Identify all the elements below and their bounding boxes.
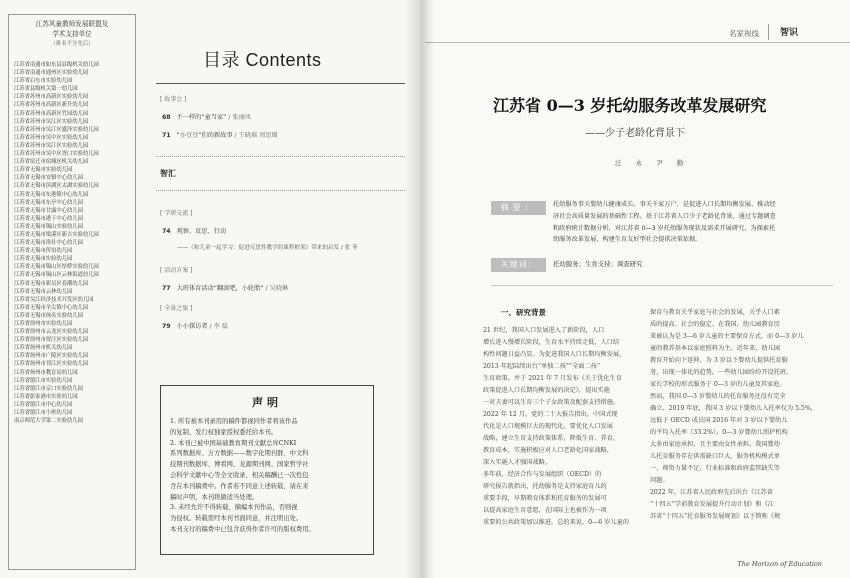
sponsor-list-item: 江苏省镇江市中心幼儿园 (14, 401, 73, 408)
body-column-right (650, 307, 835, 523)
toc-entry-title: 小小探访者 (176, 323, 208, 330)
body-text-line: 增长进入慢增长阶段，生育水平持续走低，人口结 (483, 339, 620, 346)
body-text-line: 大多由家庭承担，且主要由女性承担。我国婴幼 (650, 441, 780, 448)
body-text-line: 深入实施人才强国战略。 (483, 459, 552, 466)
toc-entry[interactable] (162, 112, 251, 121)
sponsor-list-item: 江苏省无锡市锡山实验幼儿园 (14, 223, 83, 230)
sponsor-list-item: 江苏省无锡市东港镇中心幼儿园 (14, 191, 89, 198)
body-text-line: 教育成本，实施积极应对人口老龄化国家战略， (483, 447, 613, 454)
statement-line: 含在本刊稿费中。作者若不同意上述转载，请在来 (170, 482, 309, 490)
toc-entry-author: / 张丽凤 (228, 114, 251, 121)
toc-entry-author: / 王晓瑶 周思媛 (234, 132, 278, 139)
sponsor-list-item: 江苏省苏州市吴中区实验幼儿园 (14, 134, 89, 141)
column-name: 名家视线 (729, 29, 759, 38)
toc-section-label: [ 活动方案 ] (160, 267, 193, 274)
body-text-line: 以提高家庭生育意愿，在国际上也被作为一项 (483, 507, 607, 514)
body-text-line: 问题。 (650, 477, 669, 484)
toc-entry-page: 77 (162, 285, 171, 292)
body-text-line: 2022 年，江苏省人民政府先后出台《江苏省 (650, 489, 773, 496)
abstract-text (553, 199, 833, 246)
section-heading: 一、研究背景 (501, 308, 546, 317)
page-header (425, 0, 850, 48)
article-subtitle: ——少子老龄化背景下 (585, 128, 685, 139)
body-text-line: 童的教养基本以家庭照料为主。近年来，幼儿园 (650, 345, 780, 352)
sponsor-list-item: 江苏省宿迁市宿城区机关幼儿园 (14, 159, 89, 166)
body-text-line: 战略，建立生育支持政策体系，降低生育、养育、 (483, 435, 620, 442)
statement-line: 技期刊数据库、博看网、龙源期刊网、国家哲学社 (170, 461, 309, 469)
sponsor-list-item: 江苏省南通市如东县县级机关幼儿园 (14, 62, 99, 68)
sponsor-list-item: 江苏省扬州市邗江区实验幼儿园 (14, 361, 89, 368)
statement-line: 本刊支付的稿费中已包含获得作者许可的版权费用。 (170, 525, 315, 533)
body-text-line: 研究报告就指出，托幼服务是支持家庭育儿的 (483, 483, 607, 490)
right-page (425, 0, 850, 578)
header-separator (768, 24, 769, 40)
sponsor-list-item: 江苏省启东市实验幼儿园 (14, 78, 73, 85)
body-text-line: 代化是人口规模巨大的现代化。要优化人口发展 (483, 423, 613, 430)
toc-title: 目录 Contents (203, 50, 322, 70)
sponsor-list-item: 江苏省无锡市实验幼儿园 (14, 256, 73, 263)
sponsor-list-item: 江苏省镇江市小班幼儿园 (14, 410, 73, 417)
sidebar-header-line-2: 学术支持单位 (52, 30, 92, 38)
statement-line: 系列数据库、万方数据——数字化期刊群、中文科 (170, 450, 309, 458)
sponsor-list-item: 江苏省张家港市实验幼儿园 (14, 393, 78, 400)
sponsor-list-item: 江苏省无锡市羊尖镇中心幼儿园 (14, 304, 89, 311)
keywords-label: 关键词： (491, 258, 546, 272)
abstract-label: 摘要： (491, 201, 546, 215)
sponsor-list-item: 江苏省苏州市吴江区盛泽实验幼儿园 (14, 126, 99, 133)
sponsor-list-item: 江苏省吴江经济技术开发区幼儿园 (14, 296, 94, 303)
sponsor-list-item: 江苏省无锡市侨谊幼儿园 (14, 248, 73, 255)
statement-text (170, 417, 364, 536)
body-text-line: 务，出现一体化的趋势，一些幼儿园纷纷开设托班。 (650, 369, 793, 376)
toc-entry-title: 不一样的“童当家” (176, 114, 227, 121)
toc-section-label: [ 故事会 ] (160, 96, 187, 103)
sponsor-list-item: 江苏省无锡市洛社中心幼儿园 (14, 240, 83, 247)
toc-section-heading: 智汇 (160, 169, 176, 178)
article-authors: 汪 永 尹 勤 (615, 159, 690, 167)
body-column-left (483, 325, 643, 529)
sponsor-list-item: 江苏省徐州市贾汪区实验幼儿园 (14, 337, 89, 344)
sidebar-header (14, 19, 130, 49)
sponsor-list-item: 江苏省无锡市扬名实验幼儿园 (14, 312, 83, 319)
toc-entry-title: “小豆豆”们的新故事 (176, 132, 233, 139)
statement-line: 为侵权。转载需经本刊书面同意，并注明出处。 (170, 515, 303, 523)
sponsor-list-item: 江苏省扬州市教育局幼儿园 (14, 369, 78, 376)
toc-divider (156, 83, 405, 84)
body-text-line: 的平均入托率（33.2%）。0—3 岁婴幼儿照护机构 (650, 429, 788, 436)
statement-line: 会科学文献中心等全文收录，相关稿酬已一次性包 (170, 471, 309, 479)
statement-line: 的复制、发行权独家授权委托给本刊。 (170, 428, 278, 436)
statement-line: 3. 未经允许不得转载、摘编本刊作品，否则视 (170, 504, 298, 512)
statement-line: 1. 所有被本刊录用的稿件都视同作者将该作品 (170, 418, 298, 425)
sponsor-list-item: 江苏省苏州市吴江区实验幼儿园 (14, 118, 89, 125)
body-text-line: 多年前，经济合作与发展组织（OECD）的 (483, 471, 602, 478)
toc-entry[interactable] (162, 226, 226, 235)
body-text-line: 重要的公共政策加以推进。总的来说，0—6 岁儿童的 (483, 519, 629, 526)
toc-entry[interactable] (162, 321, 228, 330)
toc-entry-author: / 李 磊 (209, 323, 228, 330)
body-text-line: 保育与教育关乎家庭与社会的发展，关乎人口素 (650, 309, 780, 316)
toc-section-label: [ 全景之旅 ] (160, 305, 193, 312)
body-text-line: 确立、2019 年底，我国 3 岁以下婴幼儿入托率仅为 5.5%， (650, 405, 818, 412)
statement-line: 2. 本刊已被中国基础教育期刊文献总库CNKI (170, 439, 297, 447)
sponsor-list-item: 江苏省无锡市云林幼儿园 (14, 288, 73, 295)
sponsor-list-item: 南京师范大学第二实验幼儿园 (14, 418, 83, 425)
toc-entry-title: 大班体育活动“翻滚吧，小轮胎” (176, 285, 264, 292)
body-text-line: 质的提高、社会的稳定。在我国，幼儿园教育历 (650, 321, 780, 328)
body-text-line: 一对夫妻可以生育三个子女政策及配套支持措施。 (483, 399, 620, 406)
sponsor-list-item: 江苏省无锡市东亭中心幼儿园 (14, 199, 83, 206)
toc-entry-page: 74 (162, 228, 171, 235)
toc-entry-page: 79 (162, 323, 171, 330)
abstract-line: 和政府统计数据分析，对江苏省 0—3 岁托幼服务现状及需求开展研究，为探索托 (553, 224, 776, 232)
abstract-line: 幼服务改革发展、构建生育友好型社会提供决策依据。 (553, 236, 702, 244)
body-text-line: 家长学校的形式服务于 0—3 岁的儿童及其家庭。 (650, 381, 786, 388)
page-footer: The Horizon of Education (737, 560, 822, 568)
body-text-line: 构性问题日益凸显。为促进我国人口长期均衡发展， (483, 351, 626, 358)
body-text-line: 一、师资力量不足、行业标准和政府监管缺失等 (650, 465, 780, 472)
section-divider (156, 190, 405, 191)
toc-entry-author: / 吴晓琳 (265, 285, 289, 292)
body-text-line: 生育政策。并于 2021 年 7 月发布《关于优化生育 (483, 375, 622, 382)
body-text-line: “十四五”学前教育发展提升行动计划》和《江 (650, 501, 774, 508)
sponsor-list-item: 江苏省苏州市高新区实验幼儿园 (14, 94, 89, 101)
section-divider (156, 156, 405, 157)
body-text-line: 2013 年起陆续出台“单独二孩”“全面二孩” (483, 363, 600, 370)
sponsor-list-item: 江苏省县级机关第一幼儿园 (14, 86, 78, 93)
sponsor-list-item: 江苏省南通市通州区实验幼儿园 (14, 70, 89, 77)
sponsor-list-item: 江苏省镇江市京口实验幼儿园 (14, 385, 83, 392)
sponsor-list-item: 江苏省徐州市实验幼儿园 (14, 321, 73, 327)
body-text-line: 教育开始向下延伸，为 3 岁以下婴幼儿提供托育服 (650, 357, 788, 364)
sponsor-list-item: 江苏省苏州市高新区竹园幼儿园 (14, 110, 89, 117)
article-title: 江苏省 0—3 岁托幼服务改革发展研究 (493, 96, 767, 115)
header-rule (425, 42, 850, 43)
sponsor-list-item: 江苏省无锡市锡山区厚桥实验幼儿园 (14, 264, 99, 271)
body-text-line: 2022 年 12 月，党的二十大报告指出，中国式现 (483, 411, 618, 418)
sponsor-list-item: 江苏省镇江市实验幼儿园 (14, 377, 73, 384)
sponsor-list-item: 江苏省无锡市梁溪区新吉实验幼儿园 (14, 231, 99, 238)
toc-entry-title: 观察、反思、行动 (176, 228, 227, 235)
body-text-line: 重要手段，早期教育体系和托育服务的发展可 (483, 495, 607, 502)
abstract-divider (491, 285, 833, 286)
toc-entry-page: 68 (162, 114, 171, 121)
sponsor-list-item: 江苏省苏州市吴中区胥口实验幼儿园 (14, 151, 99, 158)
body-text-line: 儿托育服务存在供需缺口巨大、服务机构模式单 (650, 453, 780, 460)
body-text-line: 苏省“十四五”托育服务发展规划》以下简称《规 (650, 513, 781, 520)
sponsor-list-item: 江苏省苏州市高新区新升幼儿园 (14, 102, 89, 109)
statement-line: 稿时声明，本刊将做适当处理。 (170, 493, 259, 501)
sidebar-subheader: （排名不分先后） (50, 41, 94, 47)
sponsor-list-item: 江苏省苏州市吴江区实验幼儿园 (14, 142, 89, 149)
body-text-line: 然而，我国 0—3 岁婴幼儿的托育服务还没有完全 (650, 393, 786, 400)
sponsor-list-item: 江苏省无锡市安镇中心幼儿园 (14, 175, 83, 182)
body-text-line: 来被认为是 3—6 岁儿童的主要保育方式，而 0—3 岁儿 (650, 333, 804, 340)
abstract-line: 济社会高质量发展的基础性工程。基于江苏省人口少子老龄化背景，通过专题调查 (553, 212, 776, 220)
sponsor-list-item: 江苏省扬州市广陵区实验幼儿园 (14, 353, 89, 360)
toc-entry-page: 71 (162, 132, 171, 139)
sponsor-list-item: 江苏省无锡市实验幼儿园 (14, 167, 73, 174)
sponsor-sidebar (8, 14, 136, 570)
body-text-line: 远低于 OECD 成员国 2016 年对 3 岁以下婴幼儿 (650, 417, 788, 424)
sponsor-list-item: 江苏省无锡市新吴区春潮幼儿园 (14, 280, 89, 287)
statement-box (160, 385, 374, 555)
sponsor-list-item: 江苏省无锡市甘露中心幼儿园 (14, 207, 83, 214)
sponsor-list (14, 61, 130, 425)
toc-entry[interactable] (162, 283, 288, 292)
sponsor-list-item: 江苏省无锡市港下中心幼儿园 (14, 215, 83, 222)
sponsor-list-item: 江苏省无锡市滨湖区太湖实验幼儿园 (14, 183, 99, 190)
toc-sub-entry: ——《和儿童一起学习：促进反思性教学的课程框架》带来的启发 / 张 菲 (177, 245, 358, 251)
body-text-line: 21 世纪，我国人口发展进入了新阶段，人口 (483, 327, 605, 334)
sponsor-list-item: 江苏省无锡市锡山区云林街道幼儿园 (14, 272, 99, 279)
toc-section-label: [ 学研交流 ] (160, 210, 193, 217)
toc-entry[interactable] (162, 130, 278, 139)
sponsor-list-item: 江苏省扬州市机关幼儿园 (14, 345, 73, 352)
sidebar-header-line-1: 江苏风童教师发展联盟及 (35, 20, 109, 28)
abstract-line: 托幼服务事关婴幼儿健康成长、事关千家万户，是促进人口长期均衡发展、推动经 (553, 201, 776, 208)
keywords-text: 托幼服务；生育支持；调查研究 (553, 260, 643, 268)
section-name: 智识 (780, 28, 799, 38)
body-text-line: 政策促进人口长期均衡发展的决定》，提出实施 (483, 387, 610, 394)
sponsor-list-item: 江苏省徐州市云龙区实验幼儿园 (14, 329, 89, 336)
statement-title: 声明 (252, 396, 282, 409)
